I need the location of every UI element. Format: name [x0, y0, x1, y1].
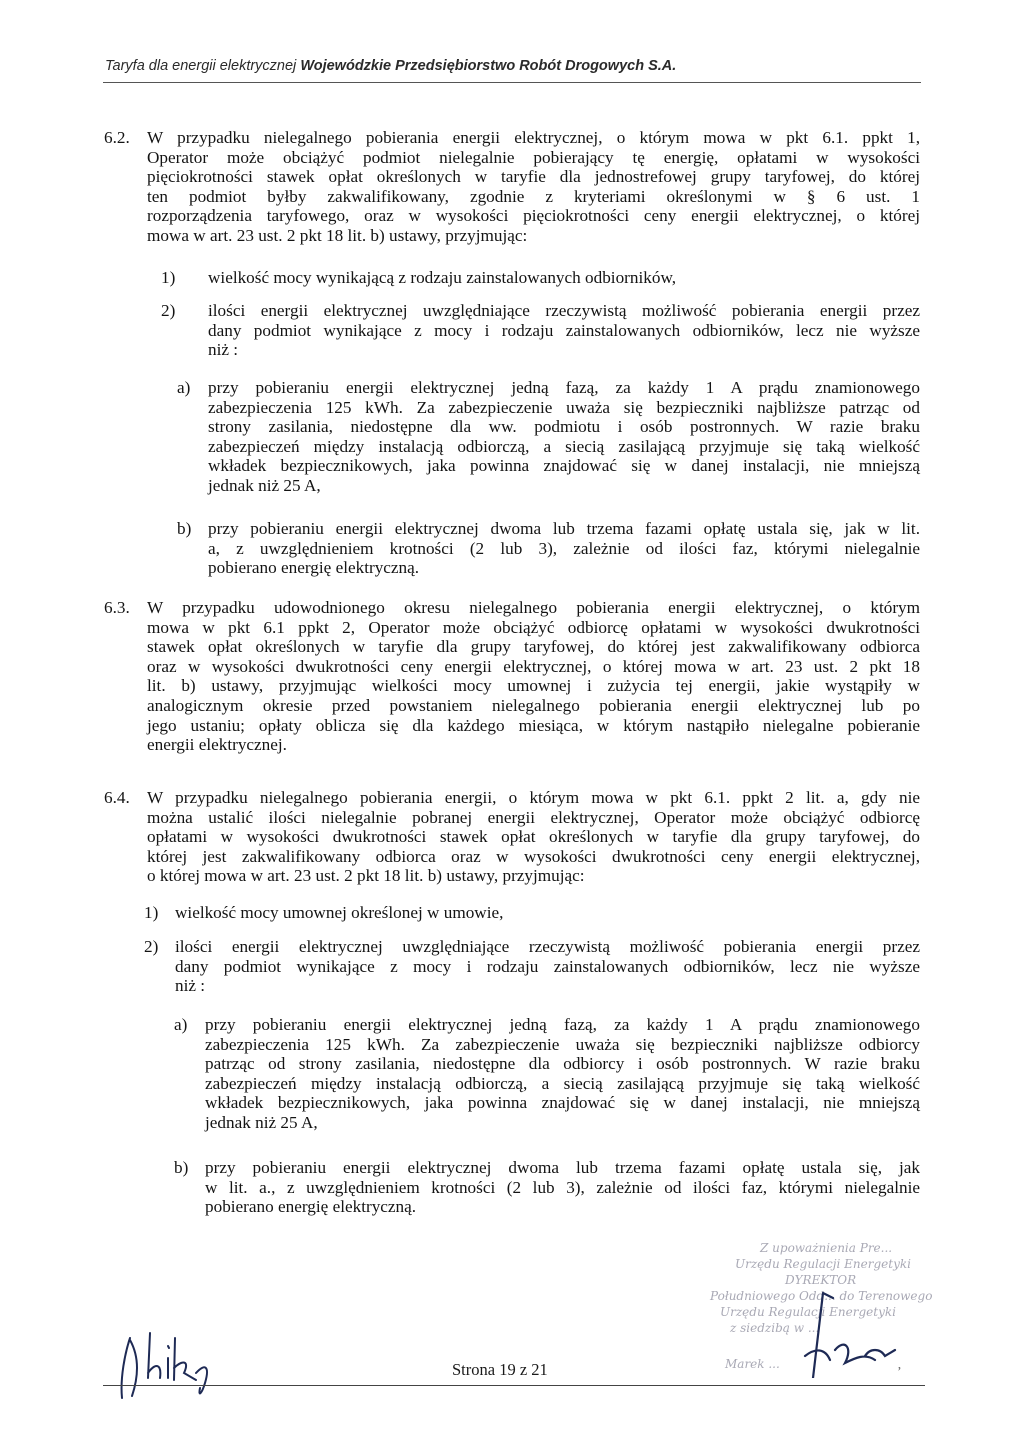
s62-item-b-number: b) — [177, 519, 192, 538]
s64-line: o której mowa w art. 23 ust. 2 pkt 18 lit. b) ustawy, przyjmując: — [147, 866, 585, 886]
s64-item2-line: dany podmiot wynikające z mocy i rodzaju zainstalowanych odbiorników, lecz nie wyższe — [175, 956, 920, 976]
s64-item2-number: 2) — [144, 937, 159, 956]
s64-line: opłatami w wysokości dwukrotności stawek opłat określonych w taryfie dla grupy taryfowej, do — [147, 827, 920, 847]
s62-item-b-line: a, z uwzględnieniem krotności (2 lub 3), zależnie od ilości faz, którymi nielegalnie — [208, 538, 920, 558]
stamp-line-3: DYREKTOR — [785, 1273, 857, 1287]
s64-item-b-line: przy pobieraniu energii elektrycznej dwoma lub trzema fazami opłatę ustala się, jak — [205, 1158, 920, 1177]
s62-item-a-line: wkładek bezpiecznikowych, jaka powinna znajdować się w danej instalacji, nie mniejszą — [208, 456, 920, 476]
s62-number: 6.2. — [104, 128, 130, 147]
s62-item-b-line: przy pobieraniu energii elektrycznej dwoma lub trzema fazami opłatę ustala się, jak w lit. — [208, 519, 920, 538]
stamp-line-5: Urzędu Regulacji Energetyki — [720, 1305, 896, 1319]
header-italic-text: Taryfa dla energii elektrycznej — [105, 58, 301, 74]
s64-item1-number: 1) — [144, 903, 159, 922]
s64-item-a-line: zabezpieczeń między instalacją odbiorczą, a siecią zasilającą przyjmuje się taką wielkość — [205, 1073, 920, 1093]
s62-item2-line: niż : — [208, 340, 239, 360]
official-stamp — [705, 1238, 945, 1383]
s64-item-a-line: przy pobieraniu energii elektrycznej jedną fazą, za każdy 1 A prądu znamionowego — [205, 1015, 920, 1034]
s62-item2-number: 2) — [161, 301, 176, 320]
s63-line: mowa w pkt 6.1 ppkt 2, Operator może obciążyć odbiorcę opłatami w wysokości dwukrotności — [147, 617, 920, 637]
s63-line: stawek opłat określonych w taryfie dla grupy taryfowej, do której jest zakwalifikowany odbiorca — [147, 637, 920, 657]
s64-item-a-line: patrząc od strony zasilania, niedostępne dla odbiorcy i osób postronnych. W razie braku — [205, 1054, 920, 1074]
header-divider — [103, 82, 921, 83]
s62-item2-line: dany podmiot wynikające z mocy i rodzaju zainstalowanych odbiorników, lecz nie wyższe — [208, 320, 920, 340]
s64-item-a-line: wkładek bezpiecznikowych, jaka powinna znajdować się w danej instalacji, nie mniejszą — [205, 1093, 920, 1113]
s62-line: W przypadku nielegalnego pobierania energii elektrycznej, o którym mowa w pkt 6.1. ppkt 1, — [147, 128, 920, 147]
stray-mark: ’ — [897, 1365, 902, 1380]
document-header — [105, 58, 920, 74]
s62-item1-number: 1) — [161, 268, 176, 287]
s62-item-a-line: strony zasilania, niedostępne dla ww. podmiotu i osób postronnych. W razie braku — [208, 417, 920, 437]
s64-item-b-line: pobierano energię elektryczną. — [205, 1197, 417, 1217]
s62-item2-line: ilości energii elektrycznej uwzględniające rzeczywistą możliwość pobierania energii przez — [208, 301, 920, 320]
s63-line: W przypadku udowodnionego okresu nielegalnego pobierania energii elektrycznej, o którym — [147, 598, 920, 617]
stamp-name: Marek ... — [725, 1357, 780, 1371]
s62-line: mowa w art. 23 ust. 2 pkt 18 lit. b) ustawy, przyjmując: — [147, 226, 528, 245]
signature-left — [110, 1318, 240, 1408]
s64-line: W przypadku nielegalnego pobierania energii, o którym mowa w pkt 6.1. ppkt 2 lit. a, gdy nie — [147, 788, 920, 807]
s62-line: rozporządzenia taryfowego, oraz w wysokości pięciokrotności ceny energii elektrycznej, o której — [147, 206, 920, 226]
stamp-line-4: Południowego Odd... do Terenowego — [710, 1289, 933, 1303]
page-number: Strona 19 z 21 — [452, 1360, 548, 1379]
header-company-name: Wojewódzkie Przedsiębiorstwo Robót Drogowych S.A. — [300, 58, 677, 74]
s64-line: której jest zakwalifikowany odbiorca oraz w wysokości dwukrotności ceny energii elektrycznej, — [147, 846, 920, 866]
s63-line: lit. b) ustawy, przyjmując wielkości mocy umownej i zużycia tej energii, jakie wystąpiły w — [147, 676, 920, 696]
s64-item2-line: niż : — [175, 976, 206, 996]
stamp-line-2: Urzędu Regulacji Energetyki — [735, 1257, 911, 1271]
s64-item-a-line: jednak niż 25 A, — [205, 1113, 318, 1132]
s62-item-a-line: przy pobieraniu energii elektrycznej jedną fazą, za każdy 1 A prądu znamionowego — [208, 378, 920, 397]
s63-line: jego ustaniu; opłaty oblicza się dla każdego miesiąca, w którym nastąpiło nielegalne pobieranie — [147, 715, 920, 735]
s63-line: oraz w wysokości dwukrotności ceny energii elektrycznej, o której mowa w art. 23 ust. 2 pkt 18 — [147, 656, 920, 676]
s64-line: można ustalić ilości nielegalnie pobranej energii elektrycznej, Operator może obciążyć odbiorcę — [147, 807, 920, 827]
s62-item-b-line: pobierano energię elektryczną. — [208, 558, 420, 578]
s62-item-a-line: zabezpieczenia 125 kWh. Za zabezpieczenie uważa się bezpieczniki najbliższe patrząc od — [208, 397, 920, 417]
s63-line: energii elektrycznej. — [147, 735, 287, 755]
s64-item2-line: ilości energii elektrycznej uwzględniające rzeczywistą możliwość pobierania energii przez — [175, 937, 920, 956]
s63-line: analogicznym okresie przed powstaniem nielegalnego pobierania energii elektrycznej lub po — [147, 696, 920, 715]
s62-line: pięciokrotności stawek opłat określonych w taryfie dla jednostrefowej grupy taryfowej, do której — [147, 167, 920, 187]
s63-number: 6.3. — [104, 598, 130, 617]
s62-item-a-line: zabezpieczeń między instalacją odbiorczą, a siecią zasilającą przyjmuje się taką wielkość — [208, 436, 920, 456]
s64-item-a-line: zabezpieczenia 125 kWh. Za zabezpieczenie uważa się bezpieczniki najbliższe odbiorcy — [205, 1034, 920, 1054]
s62-line: Operator może obciążyć podmiot nielegalnie pobierający tę energię, opłatami w wysokości — [147, 147, 920, 167]
footer-divider — [103, 1385, 925, 1386]
s62-item-a-line: jednak niż 25 A, — [208, 476, 321, 495]
stamp-line-1: Z upoważnienia Pre... — [760, 1241, 893, 1255]
s64-item-a-number: a) — [174, 1015, 188, 1034]
s64-item-b-number: b) — [174, 1158, 189, 1177]
s62-item1-line: wielkość mocy wynikającą z rodzaju zainstalowanych odbiorników, — [208, 268, 677, 287]
s62-item-a-number: a) — [177, 378, 191, 397]
s64-item-b-line: w lit. a., z uwzględnieniem krotności (2 lub 3), zależnie od ilości faz, którymi nielegalnie — [205, 1177, 920, 1197]
s64-item1-line: wielkość mocy umownej określonej w umowie, — [175, 903, 504, 922]
s62-line: ten podmiot byłby zakwalifikowany, zgodnie z kryteriami określonymi w § 6 ust. 1 — [147, 186, 920, 206]
stamp-line-6: z siedzibą w ... — [730, 1321, 820, 1335]
s64-number: 6.4. — [104, 788, 130, 807]
